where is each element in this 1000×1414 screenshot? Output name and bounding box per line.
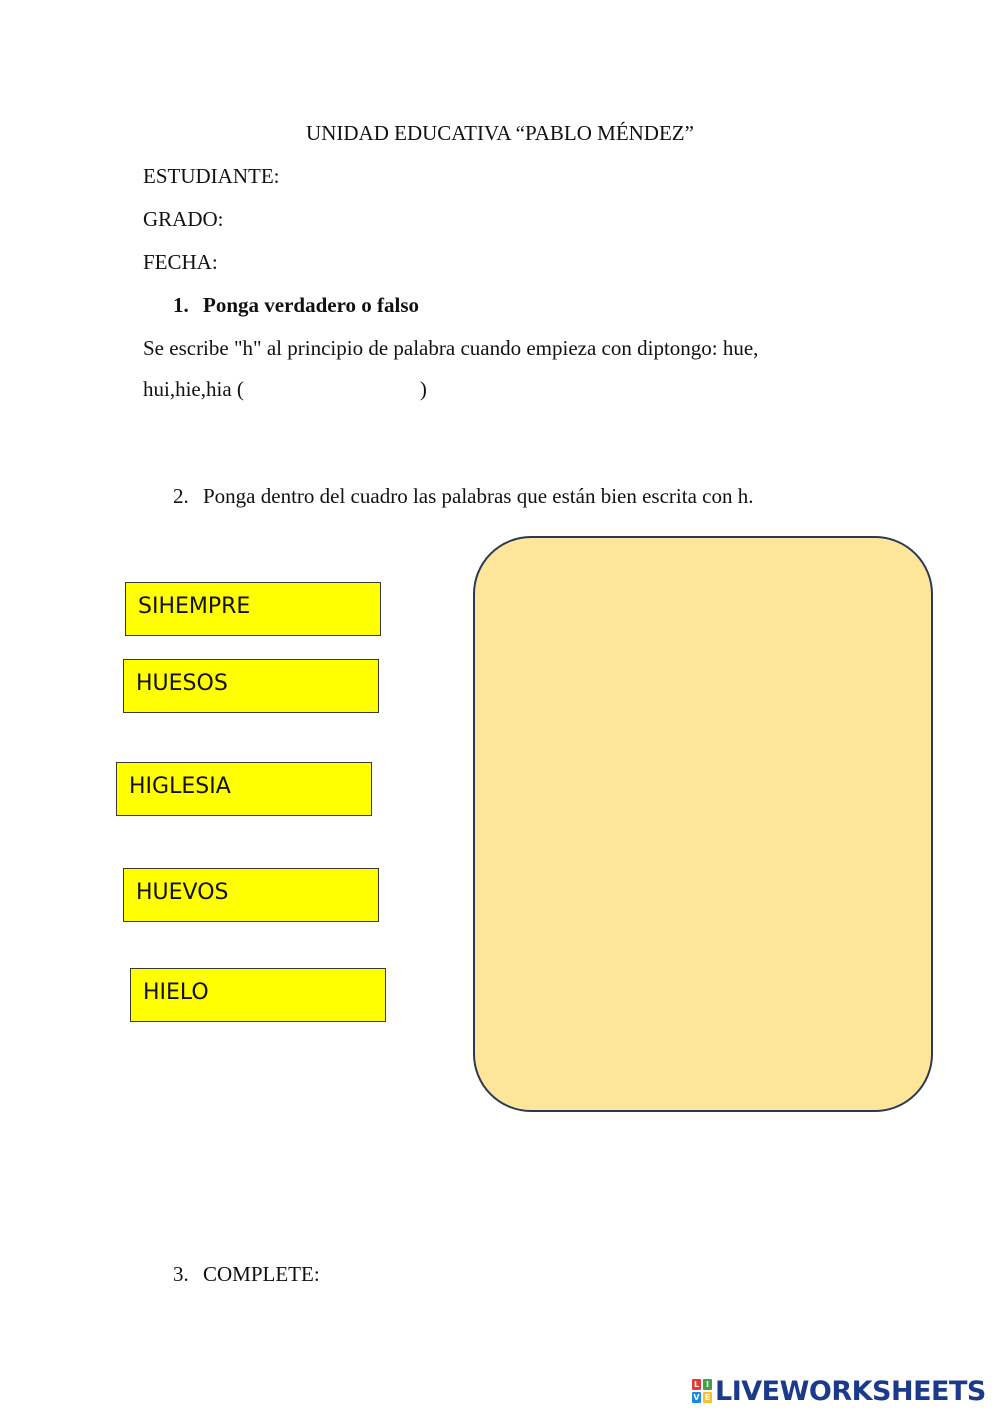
date-label: FECHA: xyxy=(143,250,218,274)
answer-open-paren: hui,hie,hia ( xyxy=(143,377,244,401)
answer-close-paren: ) xyxy=(419,377,427,401)
word-box-huesos[interactable]: HUESOS xyxy=(123,659,379,713)
question-3-heading xyxy=(173,1261,320,1287)
school-title: UNIDAD EDUCATIVA “PABLO MÉNDEZ” xyxy=(306,121,694,145)
liveworksheets-logo-icon xyxy=(692,1379,712,1403)
question-1-answer-line xyxy=(143,376,427,402)
question-1-statement: Se escribe "h" al principio de palabra cuando empieza con diptongo: hue, xyxy=(143,336,759,360)
logo-letter-l: L xyxy=(693,1380,700,1389)
word-box-sihempre[interactable]: SIHEMPRE xyxy=(125,582,381,636)
question-1-heading xyxy=(173,292,419,318)
logo-letter-e: E xyxy=(704,1393,711,1402)
question-2-heading xyxy=(173,483,753,509)
question-2-number: 2. xyxy=(173,484,189,508)
question-1-title: Ponga verdadero o falso xyxy=(203,293,420,317)
word-box-huevos[interactable]: HUEVOS xyxy=(123,868,379,922)
word-box-higlesia[interactable]: HIGLESIA xyxy=(116,762,372,816)
question-1-number: 1. xyxy=(173,293,189,317)
question-2-instruction: Ponga dentro del cuadro las palabras que están bien escrita con h. xyxy=(203,484,754,508)
logo-letter-v: V xyxy=(693,1393,700,1402)
word-box-hielo[interactable]: HIELO xyxy=(130,968,386,1022)
question-3-title: COMPLETE: xyxy=(203,1262,320,1286)
answer-drop-zone[interactable] xyxy=(473,536,933,1112)
liveworksheets-wordmark: LIVEWORKSHEETS xyxy=(715,1375,986,1407)
liveworksheets-brand xyxy=(692,1376,986,1406)
true-false-answer-input[interactable] xyxy=(247,380,417,402)
student-label: ESTUDIANTE: xyxy=(143,164,280,188)
logo-letter-i: I xyxy=(703,1379,712,1390)
grade-label: GRADO: xyxy=(143,207,224,231)
question-3-number: 3. xyxy=(173,1262,189,1286)
